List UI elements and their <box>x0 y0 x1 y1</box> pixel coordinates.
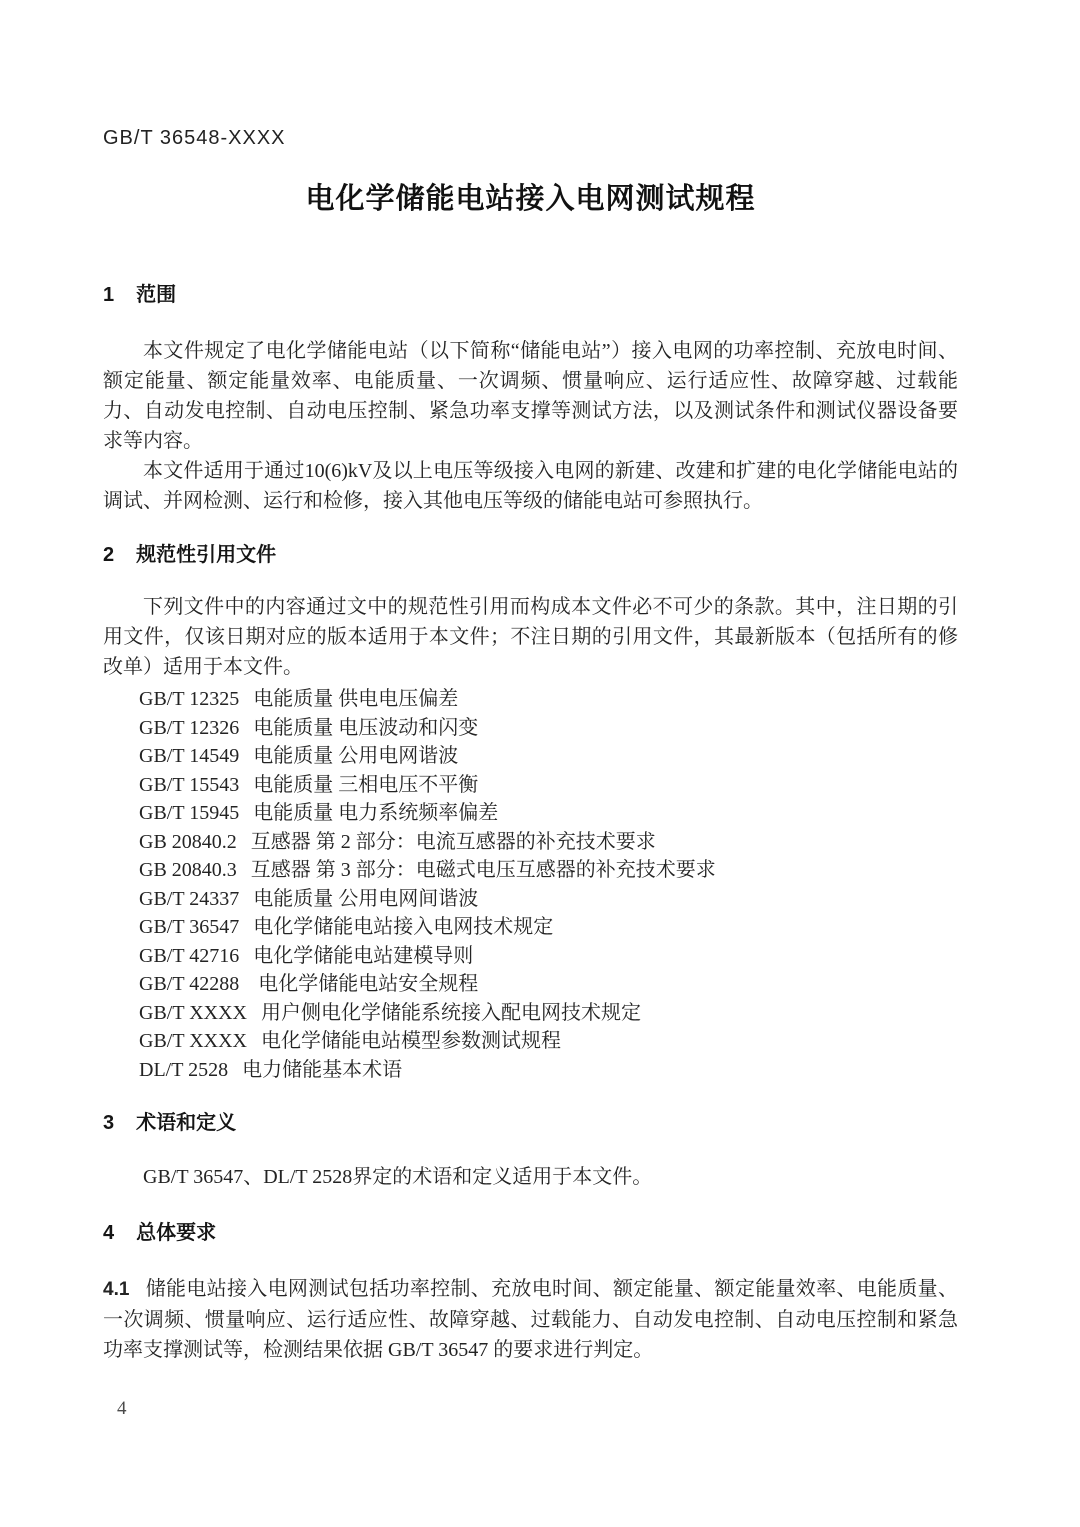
page-content <box>103 0 958 1365</box>
section-title: 术语和定义 <box>136 1112 237 1134</box>
section-heading-terms <box>103 1110 958 1136</box>
references-list <box>103 685 958 1084</box>
section-number: 2 <box>103 544 115 566</box>
reference-code: GB/T 12325 <box>139 688 240 710</box>
reference-code: GB/T 15945 <box>139 802 240 824</box>
reference-title: 用户侧电化学储能系统接入配电网技术规定 <box>260 1001 641 1024</box>
reference-item <box>139 799 958 828</box>
reference-code: GB/T 15543 <box>139 773 240 796</box>
reference-code: GB 20840.2 <box>139 830 237 853</box>
section-number: 3 <box>103 1112 115 1134</box>
reference-title: 互感器 第 2 部分：电流互感器的补充技术要求 <box>250 830 656 853</box>
clause-number: 4.1 <box>103 1279 130 1300</box>
reference-code: GB/T 14549 <box>139 745 240 767</box>
section-number: 1 <box>103 284 115 306</box>
section-heading-normative-references <box>103 542 958 568</box>
document-code: GB/T 36548-XXXX <box>103 127 286 149</box>
reference-item <box>139 970 958 999</box>
scope-paragraph-2: 本文件适用于通过10(6)kV及以上电压等级接入电网的新建、改建和扩建的电化学储能电站的调试、并网检测、运行和检修，接入其他电压等级的储能电站可参照执行。 <box>103 460 958 512</box>
clause-4-1-paragraph <box>103 1274 958 1365</box>
section-title: 范围 <box>136 284 177 306</box>
clause-text: 储能电站接入电网测试包括功率控制、充放电时间、额定能量、额定能量效率、电能质量、一次调频、惯量响应、运行适应性、故障穿越、过载能力、自动发电控制、自动电压控制和紧急功率支撑测试等，检测结果依据 GB/T 36547 的要求进行判定。 <box>103 1278 958 1361</box>
section-title: 规范性引用文件 <box>136 544 277 566</box>
reference-title: 电化学储能电站建模导则 <box>253 944 474 967</box>
document-title: 电化学储能电站接入电网测试规程 <box>305 183 756 215</box>
reference-title: 电能质量 公用电网谐波 <box>253 745 459 767</box>
reference-code: GB/T 24337 <box>139 887 240 910</box>
references-intro-paragraph: 下列文件中的内容通过文中的规范性引用而构成本文件必不可少的条款。其中，注日期的引用文件，仅该日期对应的版本适用于本文件；不注日期的引用文件，其最新版本（包括所有的修改单）适用于本文件。 <box>103 596 958 678</box>
reference-item <box>139 714 958 743</box>
reference-item <box>139 856 958 885</box>
reference-code: GB/T XXXX <box>139 1030 247 1052</box>
page-number: 4 <box>117 1398 127 1419</box>
reference-code: DL/T 2528 <box>139 1058 229 1081</box>
reference-code: GB/T 42716 <box>139 944 240 967</box>
reference-item <box>139 885 958 914</box>
reference-item <box>139 685 958 714</box>
reference-item <box>139 742 958 771</box>
reference-code: GB/T 36547 <box>139 916 240 938</box>
reference-title: 电能质量 三相电压不平衡 <box>253 773 479 796</box>
section-heading-general-requirements <box>103 1220 958 1246</box>
reference-title: 互感器 第 3 部分：电磁式电压互感器的补充技术要求 <box>250 859 716 881</box>
reference-code: GB/T 42288 <box>139 973 240 995</box>
reference-item <box>139 828 958 857</box>
reference-title: 电化学储能电站接入电网技术规定 <box>253 916 554 938</box>
reference-code: GB/T 12326 <box>139 716 240 739</box>
reference-code: GB 20840.3 <box>139 859 237 881</box>
reference-title: 电能质量 公用电网间谐波 <box>253 887 479 910</box>
reference-item <box>139 999 958 1028</box>
reference-title: 电化学储能电站模型参数测试规程 <box>260 1030 561 1052</box>
reference-item <box>139 1027 958 1056</box>
section-title: 总体要求 <box>136 1222 217 1244</box>
section-number: 4 <box>103 1222 115 1244</box>
reference-title: 电能质量 电力系统频率偏差 <box>253 802 499 824</box>
scope-paragraph-1: 本文件规定了电化学储能电站（以下简称“储能电站”）接入电网的功率控制、充放电时间、额定能量、额定能量效率、电能质量、一次调频、惯量响应、运行适应性、故障穿越、过载能力、自动发电控制、自动电压控制、紧急功率支撑等测试方法，以及测试条件和测试仪器设备要求等内容。 <box>103 340 958 452</box>
reference-code: GB/T XXXX <box>139 1001 247 1024</box>
reference-item <box>139 1056 958 1085</box>
reference-item <box>139 771 958 800</box>
reference-title: 电化学储能电站安全规程 <box>253 973 479 995</box>
terms-paragraph: GB/T 36547、DL/T 2528界定的术语和定义适用于本文件。 <box>143 1166 653 1188</box>
reference-title: 电力储能基本术语 <box>242 1058 403 1081</box>
reference-item <box>139 942 958 971</box>
reference-title: 电能质量 电压波动和闪变 <box>253 716 479 739</box>
section-heading-scope <box>103 282 958 308</box>
reference-title: 电能质量 供电电压偏差 <box>253 688 459 710</box>
reference-item <box>139 913 958 942</box>
